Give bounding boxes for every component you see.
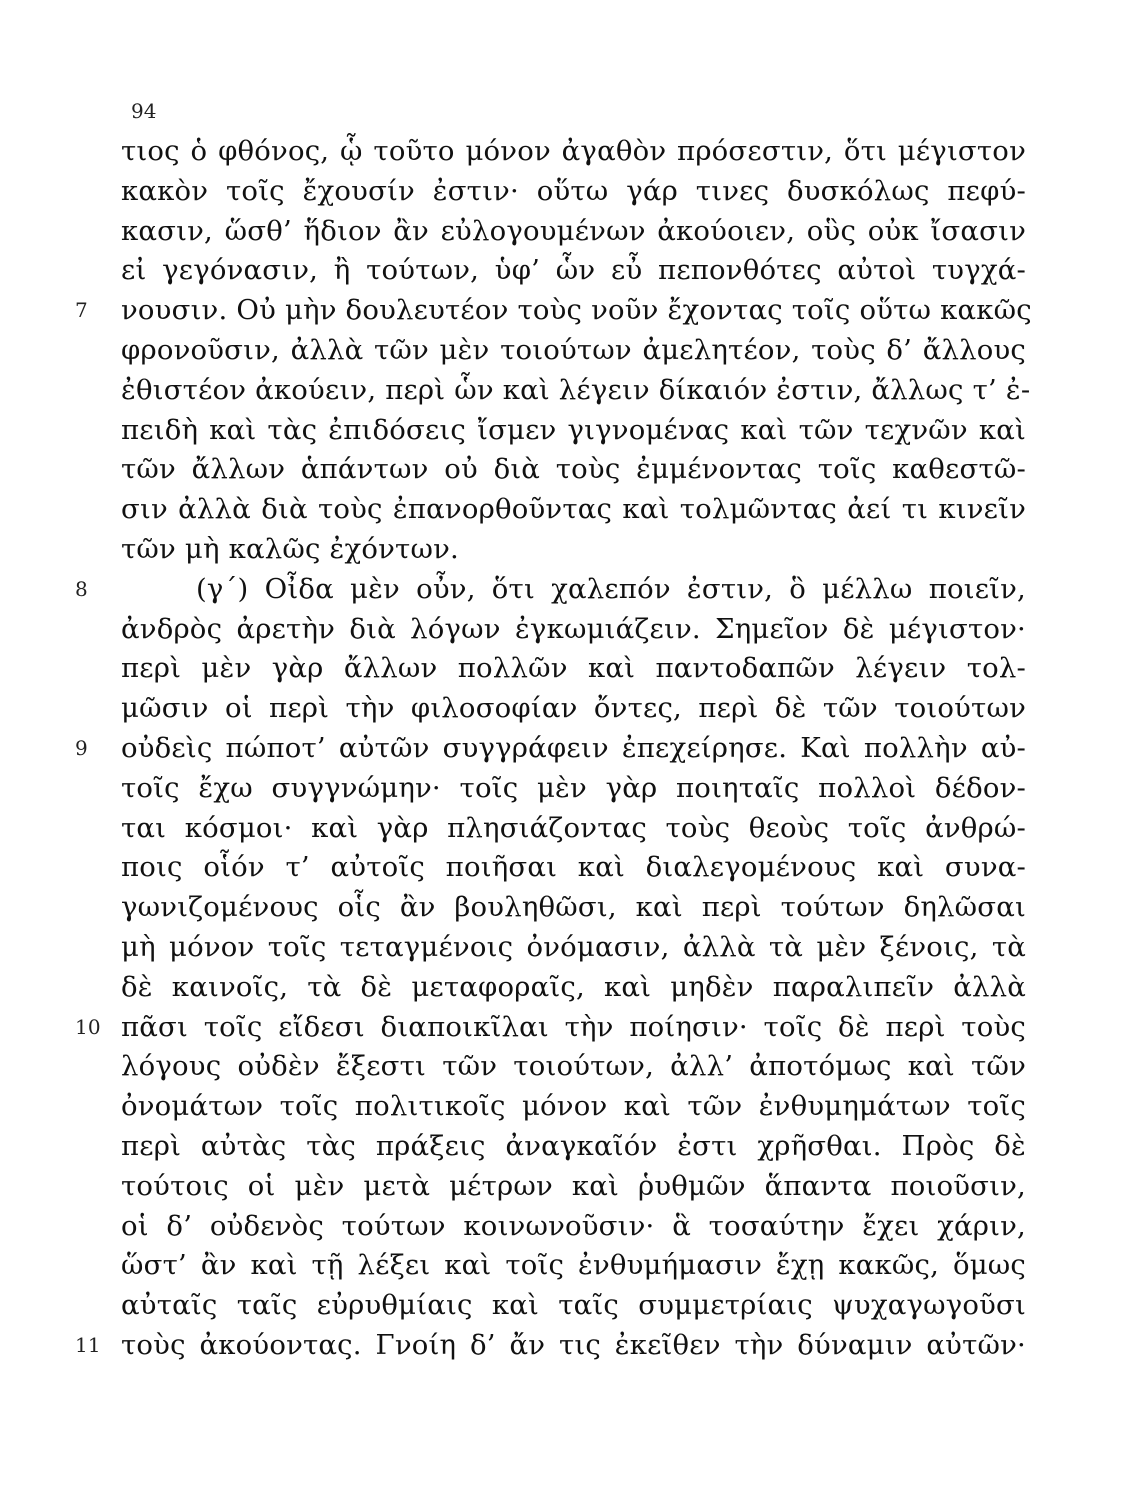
text-line: [121, 809, 1026, 849]
text-line: [121, 490, 1026, 530]
line-text: (γ΄) Οἶδα μὲν οὖν, ὅτι χαλεπόν ἐστιν, ὃ μέλλω ποιεῖν,: [196, 572, 1026, 605]
line-text: πᾶσι τοῖς εἴδεσι διαποικῖλαι τὴν ποίησιν· τοῖς δὲ περὶ τοὺς: [121, 1010, 1026, 1043]
line-text: ἐθιστέον ἀκούειν, περὶ ὧν καὶ λέγειν δίκαιόν ἐστιν, ἄλλως τ’ ἐ-: [121, 373, 1031, 406]
line-text: τῶν μὴ καλῶς ἐχόντων.: [121, 532, 459, 565]
text-line: [121, 769, 1026, 809]
text-line: [121, 371, 1031, 411]
line-text: γωνιζομένους οἷς ἂν βουληθῶσι, καὶ περὶ τούτων δηλῶσαι: [121, 891, 1026, 924]
text-line: [121, 450, 1026, 490]
line-text: μὴ μόνον τοῖς τεταγμένοις ὀνόμασιν, ἀλλὰ τὰ μὲν ξένοις, τὰ: [121, 930, 1026, 963]
text-line: [121, 251, 1026, 291]
line-text: κασιν, ὥσθ’ ἥδιον ἂν εὐλογουμένων ἀκούοιεν, οὓς οὐκ ἴσασιν: [121, 214, 1026, 247]
section-number: 11: [75, 1332, 101, 1357]
text-line: [121, 212, 1026, 252]
text-line: [75, 1008, 1026, 1048]
text-line: [75, 570, 1026, 610]
text-line: [75, 729, 1026, 769]
text-line: [121, 1087, 1026, 1127]
text-line: [121, 1047, 1026, 1087]
line-text: λόγους οὐδὲν ἔξεστι τῶν τοιούτων, ἀλλ’ ἀποτόμως καὶ τῶν: [121, 1050, 1026, 1083]
line-text: περὶ αὐτὰς τὰς πράξεις ἀναγκαῖόν ἐστι χρῆσθαι. Πρὸς δὲ: [121, 1129, 1026, 1162]
line-text: τοῖς ἔχω συγγνώμην· τοῖς μὲν γὰρ ποιηταῖς πολλοὶ δέδον-: [121, 771, 1026, 804]
text-line: [121, 689, 1026, 729]
line-text: αὐταῖς ταῖς εὐρυθμίαις καὶ ταῖς συμμετρίαις ψυχαγωγοῦσι: [121, 1289, 1026, 1322]
line-text: τῶν ἄλλων ἁπάντων οὐ διὰ τοὺς ἐμμένοντας τοῖς καθεστῶ-: [121, 453, 1026, 486]
text-line: [121, 1167, 1026, 1207]
text-line: [121, 610, 1026, 650]
text-block: [75, 132, 1032, 1366]
line-text: μῶσιν οἱ περὶ τὴν φιλοσοφίαν ὄντες, περὶ δὲ τῶν τοιούτων: [121, 692, 1026, 725]
line-text: τοὺς ἀκούοντας. Γνοίη δ’ ἄν τις ἐκεῖθεν τὴν δύναμιν αὐτῶν·: [121, 1328, 1026, 1361]
line-text: νουσιν. Οὐ μὴν δουλευτέον τοὺς νοῦν ἔχοντας τοῖς οὕτω κακῶς: [121, 294, 1032, 327]
text-line: [121, 530, 1026, 570]
line-text: ται κόσμοι· καὶ γὰρ πλησιάζοντας τοὺς θεοὺς τοῖς ἀνθρώ-: [121, 811, 1026, 844]
page-number: 94: [131, 99, 157, 123]
line-text: ὀνομάτων τοῖς πολιτικοῖς μόνον καὶ τῶν ἐνθυμημάτων τοῖς: [121, 1090, 1026, 1123]
text-line: [121, 132, 1026, 172]
section-number: 8: [75, 576, 88, 601]
line-text: περὶ μὲν γὰρ ἄλλων πολλῶν καὶ παντοδαπῶν λέγειν τολ-: [121, 652, 1026, 685]
line-text: φρονοῦσιν, ἀλλὰ τῶν μὲν τοιούτων ἀμελητέον, τοὺς δ’ ἄλλους: [121, 333, 1026, 366]
text-line: [121, 1207, 1026, 1247]
text-line: [121, 649, 1026, 689]
text-line: [75, 1326, 1026, 1366]
section-number: 7: [75, 298, 88, 323]
text-line: [121, 1127, 1026, 1167]
text-line: [121, 172, 1026, 212]
line-text: κακὸν τοῖς ἔχουσίν ἐστιν· οὕτω γάρ τινες δυσκόλως πεφύ-: [121, 174, 1026, 207]
line-text: ποις οἷόν τ’ αὐτοῖς ποιῆσαι καὶ διαλεγομένους καὶ συνα-: [121, 851, 1026, 884]
line-text: τούτοις οἱ μὲν μετὰ μέτρων καὶ ῥυθμῶν ἅπαντα ποιοῦσιν,: [121, 1169, 1026, 1202]
text-line: [121, 1246, 1026, 1286]
text-line: [121, 411, 1026, 451]
line-text: σιν ἀλλὰ διὰ τοὺς ἐπανορθοῦντας καὶ τολμῶντας ἀεί τι κινεῖν: [121, 493, 1026, 526]
text-line: [121, 1286, 1026, 1326]
line-text: πειδὴ καὶ τὰς ἐπιδόσεις ἴσμεν γιγνομένας καὶ τῶν τεχνῶν καὶ: [121, 413, 1026, 446]
line-text: οἱ δ’ οὐδενὸς τούτων κοινωνοῦσιν· ἃ τοσαύτην ἔχει χάριν,: [121, 1209, 1026, 1242]
line-text: οὐδεὶς πώποτ’ αὐτῶν συγγράφειν ἐπεχείρησε. Καὶ πολλὴν αὐ-: [121, 731, 1026, 764]
text-line: [75, 291, 1032, 331]
line-text: εἰ γεγόνασιν, ἢ τούτων, ὑφ’ ὧν εὖ πεπονθότες αὐτοὶ τυγχά-: [121, 254, 1026, 287]
text-line: [121, 331, 1026, 371]
line-text: τιος ὁ φθόνος, ᾧ τοῦτο μόνον ἀγαθὸν πρόσεστιν, ὅτι μέγιστον: [121, 135, 1026, 167]
text-line: [121, 888, 1026, 928]
line-text: ὥστ’ ἂν καὶ τῇ λέξει καὶ τοῖς ἐνθυμήμασιν ἔχῃ κακῶς, ὅμως: [121, 1249, 1026, 1282]
section-number: 9: [75, 735, 88, 760]
text-line: [121, 928, 1026, 968]
line-text: ἀνδρὸς ἀρετὴν διὰ λόγων ἐγκωμιάζειν. Σημεῖον δὲ μέγιστον·: [121, 612, 1026, 645]
line-text: δὲ καινοῖς, τὰ δὲ μεταφοραῖς, καὶ μηδὲν παραλιπεῖν ἀλλὰ: [121, 970, 1026, 1003]
section-number: 10: [75, 1014, 101, 1039]
text-line: [121, 968, 1026, 1008]
text-line: [121, 848, 1026, 888]
